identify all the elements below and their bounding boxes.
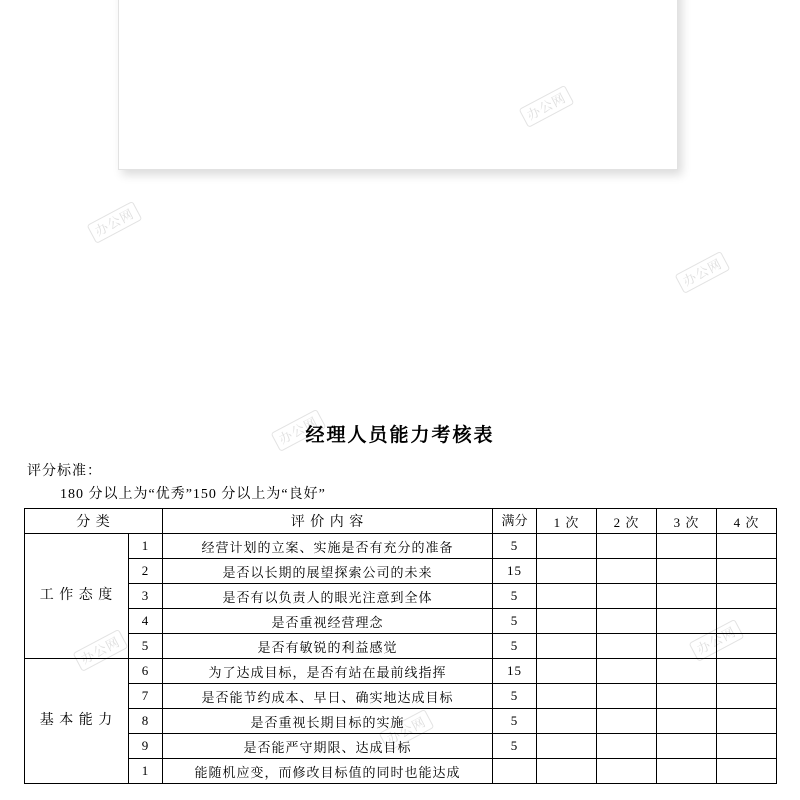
row-time-1[interactable]: [537, 734, 597, 759]
row-time-2[interactable]: [597, 709, 657, 734]
row-time-2[interactable]: [597, 759, 657, 784]
page-title: 经理人员能力考核表: [305, 425, 495, 446]
watermark: 办公网: [519, 85, 574, 126]
row-no: 1: [129, 759, 163, 784]
row-score: [493, 759, 537, 784]
row-time-4[interactable]: [717, 759, 777, 784]
row-no: 2: [129, 559, 163, 584]
row-time-1[interactable]: [537, 634, 597, 659]
row-desc: 是否有以负责人的眼光注意到全体: [163, 584, 493, 609]
watermark: 办公网: [271, 409, 326, 450]
table-row: [25, 659, 777, 684]
row-time-1[interactable]: [537, 609, 597, 634]
row-score: 5: [493, 534, 537, 559]
row-no: 7: [129, 684, 163, 709]
row-time-1[interactable]: [537, 659, 597, 684]
row-time-3[interactable]: [657, 559, 717, 584]
row-time-1[interactable]: [537, 759, 597, 784]
row-score: 15: [493, 659, 537, 684]
header-category: 分 类: [25, 509, 163, 534]
row-time-1[interactable]: [537, 534, 597, 559]
row-no: 1: [129, 534, 163, 559]
row-score: 5: [493, 634, 537, 659]
table-row: [25, 684, 777, 709]
row-no: 5: [129, 634, 163, 659]
row-time-3[interactable]: [657, 634, 717, 659]
row-desc: 为了达成目标，是否有站在最前线指挥: [163, 659, 493, 684]
header-full-score: 满分: [493, 509, 537, 534]
row-time-4[interactable]: [717, 684, 777, 709]
row-score: 5: [493, 584, 537, 609]
row-time-2[interactable]: [597, 659, 657, 684]
row-time-2[interactable]: [597, 584, 657, 609]
row-no: 8: [129, 709, 163, 734]
row-no: 4: [129, 609, 163, 634]
row-time-3[interactable]: [657, 709, 717, 734]
row-time-4[interactable]: [717, 584, 777, 609]
table-row: [25, 609, 777, 634]
row-time-3[interactable]: [657, 609, 717, 634]
row-desc: 是否能严守期限、达成目标: [163, 734, 493, 759]
row-desc: 是否能节约成本、早日、确实地达成目标: [163, 684, 493, 709]
row-time-3[interactable]: [657, 659, 717, 684]
table-header-row: [25, 509, 777, 534]
table-row: [25, 634, 777, 659]
row-time-4[interactable]: [717, 734, 777, 759]
watermark: 办公网: [379, 709, 434, 750]
header-content: 评 价 内 容: [163, 509, 493, 534]
evaluation-table: [24, 508, 777, 784]
row-time-2[interactable]: [597, 609, 657, 634]
table-row: [25, 559, 777, 584]
row-no: 3: [129, 584, 163, 609]
row-time-4[interactable]: [717, 659, 777, 684]
watermark: 办公网: [675, 251, 730, 292]
row-desc: 是否重视长期目标的实施: [163, 709, 493, 734]
watermark: 办公网: [87, 201, 142, 242]
watermark: 办公网: [689, 619, 744, 660]
row-time-2[interactable]: [597, 684, 657, 709]
row-time-3[interactable]: [657, 584, 717, 609]
criteria-text: 180 分以上为“优秀”150 分以上为“良好”: [60, 487, 326, 502]
row-time-4[interactable]: [717, 634, 777, 659]
table-row: [25, 709, 777, 734]
category-cell: 工 作 态 度: [25, 534, 129, 659]
table-row: [25, 759, 777, 784]
table-row: [25, 584, 777, 609]
row-time-1[interactable]: [537, 684, 597, 709]
row-time-3[interactable]: [657, 684, 717, 709]
row-time-2[interactable]: [597, 734, 657, 759]
row-time-4[interactable]: [717, 709, 777, 734]
header-time-1: 1 次: [537, 509, 597, 534]
row-time-1[interactable]: [537, 584, 597, 609]
row-no: 9: [129, 734, 163, 759]
row-desc: 是否以长期的展望探索公司的未来: [163, 559, 493, 584]
table-row: [25, 534, 777, 559]
row-time-4[interactable]: [717, 609, 777, 634]
row-time-3[interactable]: [657, 734, 717, 759]
row-score: 5: [493, 734, 537, 759]
row-score: 15: [493, 559, 537, 584]
criteria-label: 评分标准：: [27, 464, 102, 479]
table-row: [25, 734, 777, 759]
row-time-4[interactable]: [717, 534, 777, 559]
row-time-2[interactable]: [597, 559, 657, 584]
row-desc: 能随机应变，而修改目标值的同时也能达成: [163, 759, 493, 784]
row-score: 5: [493, 684, 537, 709]
row-desc: 是否有敏锐的利益感觉: [163, 634, 493, 659]
row-desc: 经营计划的立案、实施是否有充分的准备: [163, 534, 493, 559]
row-time-3[interactable]: [657, 534, 717, 559]
row-desc: 是否重视经营理念: [163, 609, 493, 634]
watermark: 办公网: [73, 629, 128, 670]
row-time-4[interactable]: [717, 559, 777, 584]
document-preview-panel: [118, 0, 678, 170]
header-time-3: 3 次: [657, 509, 717, 534]
row-time-1[interactable]: [537, 709, 597, 734]
row-no: 6: [129, 659, 163, 684]
category-cell: 基 本 能 力: [25, 659, 129, 784]
header-time-2: 2 次: [597, 509, 657, 534]
row-time-3[interactable]: [657, 759, 717, 784]
row-score: 5: [493, 709, 537, 734]
header-time-4: 4 次: [717, 509, 777, 534]
row-time-2[interactable]: [597, 634, 657, 659]
row-score: 5: [493, 609, 537, 634]
row-time-1[interactable]: [537, 559, 597, 584]
row-time-2[interactable]: [597, 534, 657, 559]
